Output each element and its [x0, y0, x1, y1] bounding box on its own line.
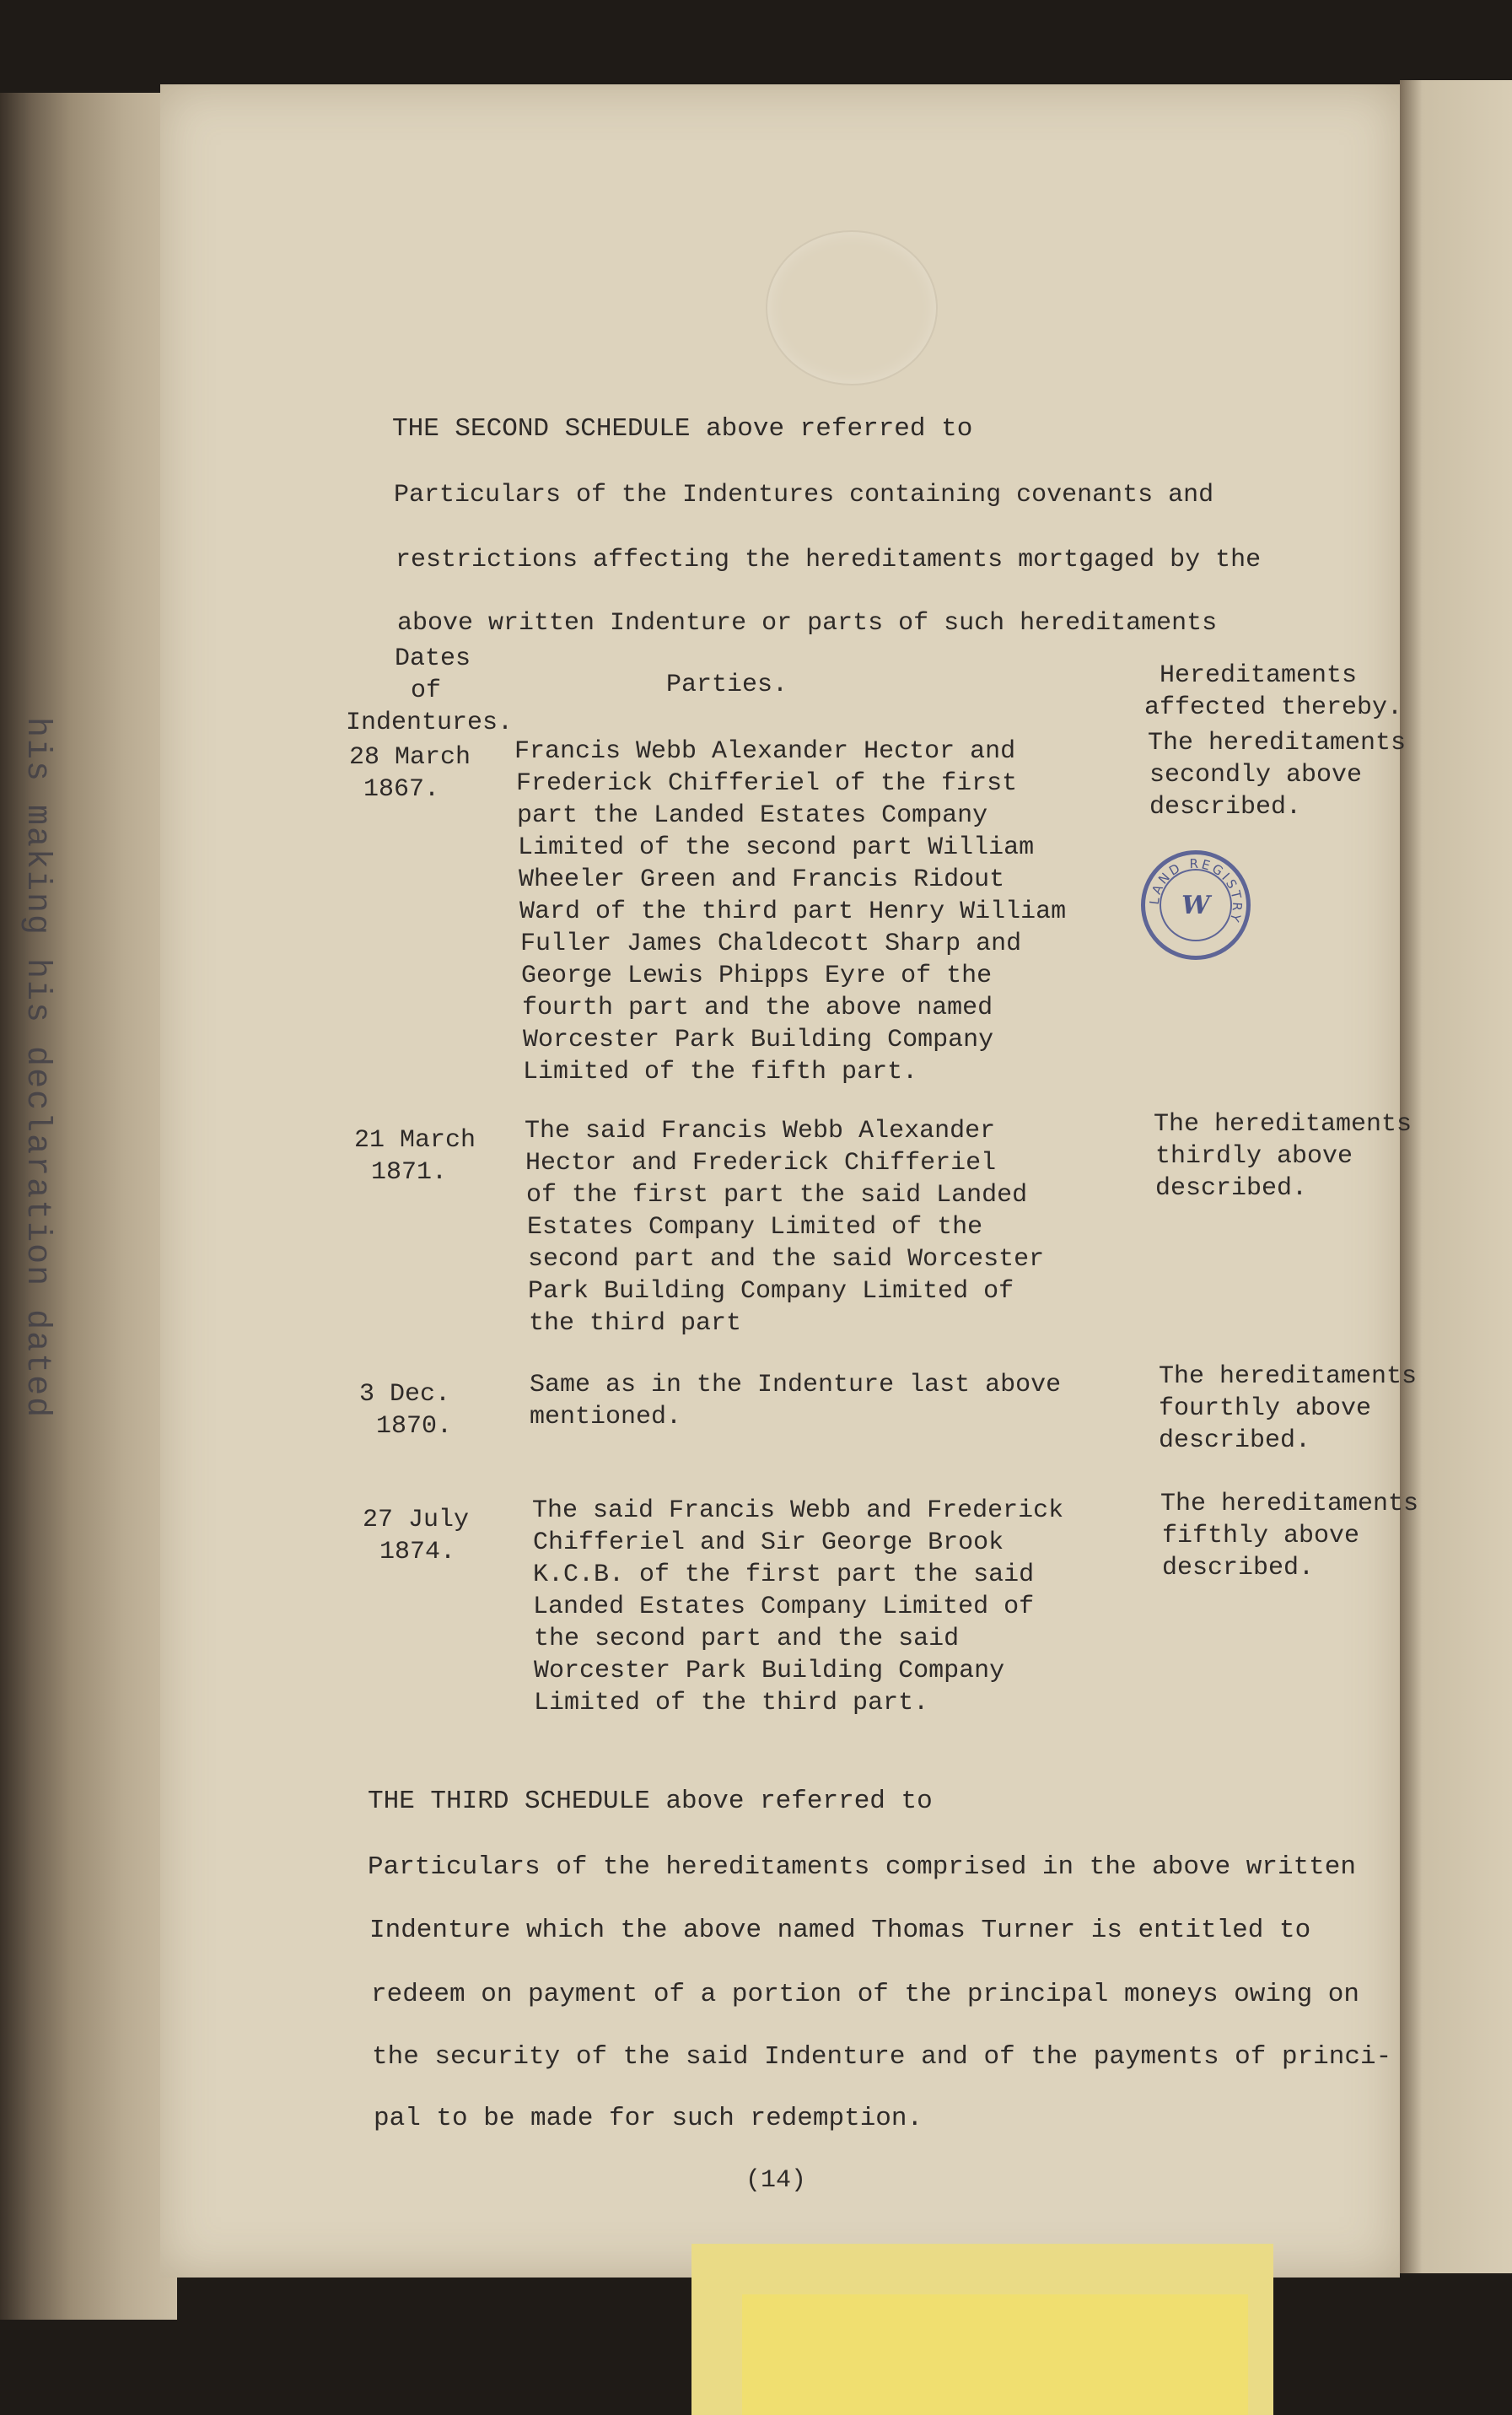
row-parties: part the Landed Estates Company [517, 801, 988, 830]
column-header-dates: of [411, 677, 442, 705]
row-hereditaments: The hereditaments [1160, 1490, 1419, 1518]
row-hereditaments: secondly above [1149, 761, 1363, 790]
spine-text: his making his declaration dated [18, 717, 56, 1420]
column-header-dates: Dates [395, 644, 471, 673]
row-parties: K.C.B. of the first part the said [533, 1561, 1035, 1589]
column-header-parties: Parties. [666, 671, 788, 699]
land-registry-stamp [1141, 850, 1251, 960]
row-date: 1867. [363, 775, 440, 804]
stamp-initials: W [1160, 869, 1232, 941]
row-parties: Chifferiel and Sir George Brook [533, 1528, 1004, 1557]
row-parties: Frederick Chifferiel of the first [516, 769, 1018, 798]
row-hereditaments: described. [1162, 1554, 1315, 1582]
row-hereditaments: described. [1155, 1174, 1308, 1203]
row-hereditaments: The hereditaments [1159, 1362, 1418, 1391]
intro-line: above written Indenture or parts of such hereditaments [397, 609, 1218, 638]
row-parties: The said Francis Webb and Frederick [532, 1496, 1064, 1525]
row-parties: George Lewis Phipps Eyre of the [521, 962, 993, 990]
row-hereditaments: fourthly above [1159, 1394, 1372, 1423]
row-parties: Same as in the Indenture last above [530, 1371, 1062, 1399]
row-hereditaments: The hereditaments [1154, 1110, 1412, 1139]
row-parties: Park Building Company Limited of [528, 1277, 1014, 1306]
row-hereditaments: described. [1149, 793, 1302, 822]
svg-text:LAND REGISTRY [1147, 856, 1246, 926]
row-parties: of the first part the said Landed [526, 1181, 1028, 1210]
book-binding [0, 93, 177, 2320]
row-date: 28 March [349, 743, 471, 772]
intro-line: Particulars of the Indentures containing covenants and [394, 481, 1214, 509]
row-date: 1871. [371, 1158, 448, 1187]
row-parties: Landed Estates Company Limited of [533, 1593, 1035, 1621]
third-schedule-line: redeem on payment of a portion of the principal moneys owing on [371, 1980, 1359, 2009]
row-parties: Limited of the second part William [518, 833, 1035, 862]
row-parties: Hector and Frederick Chifferiel [525, 1149, 997, 1178]
third-schedule-line: pal to be made for such redemption. [374, 2104, 923, 2133]
row-parties: fourth part and the above named [522, 994, 993, 1022]
row-date: 1870. [376, 1412, 453, 1441]
row-hereditaments: fifthly above [1162, 1522, 1360, 1550]
row-hereditaments: The hereditaments [1148, 729, 1407, 757]
row-parties: second part and the said Worcester [528, 1245, 1045, 1274]
row-date: 27 July [363, 1506, 470, 1534]
third-schedule-line: Indenture which the above named Thomas Turner is entitled to [369, 1916, 1311, 1945]
row-date: 3 Dec. [359, 1380, 451, 1409]
row-parties: Estates Company Limited of the [527, 1213, 983, 1242]
row-parties: Wheeler Green and Francis Ridout [519, 865, 1005, 894]
third-schedule-line: Particulars of the hereditaments comprised in the above written [368, 1852, 1356, 1882]
embossed-seal [767, 232, 936, 384]
row-parties: Francis Webb Alexander Hector and [514, 737, 1016, 766]
column-header-hereditaments: affected thereby. [1144, 693, 1403, 722]
row-hereditaments: thirdly above [1155, 1142, 1353, 1171]
row-parties: the third part [529, 1309, 742, 1338]
stamp-ring-icon [1145, 854, 1246, 956]
stamp-ring-text: LAND REGISTRY [1146, 855, 1246, 926]
intro-line: restrictions affecting the hereditaments mortgaged by the [395, 546, 1262, 574]
column-header-dates: Indentures. [346, 709, 514, 737]
row-parties: The said Francis Webb Alexander [525, 1117, 996, 1146]
row-parties: Fuller James Chaldecott Sharp and [520, 930, 1022, 958]
adjacent-page [1400, 80, 1512, 2273]
row-date: 1874. [379, 1538, 456, 1566]
column-header-hereditaments: Hereditaments [1160, 661, 1358, 690]
row-parties: Worcester Park Building Company [523, 1026, 994, 1054]
row-parties: the second part and the said [534, 1625, 960, 1653]
row-parties: mentioned. [530, 1403, 682, 1431]
row-hereditaments: described. [1159, 1426, 1311, 1455]
row-date: 21 March [354, 1126, 476, 1155]
row-parties: Limited of the third part. [534, 1689, 929, 1717]
third-schedule-heading: THE THIRD SCHEDULE above referred to [368, 1787, 933, 1816]
page-number: (14) [745, 2166, 807, 2195]
row-parties: Ward of the third part Henry William [519, 898, 1067, 926]
second-schedule-heading: THE SECOND SCHEDULE above referred to [392, 414, 973, 444]
sticky-note [742, 2294, 1248, 2415]
third-schedule-line: the security of the said Indenture and of the payments of princi- [372, 2042, 1392, 2072]
row-parties: Limited of the fifth part. [523, 1058, 918, 1086]
row-parties: Worcester Park Building Company [534, 1657, 1005, 1685]
